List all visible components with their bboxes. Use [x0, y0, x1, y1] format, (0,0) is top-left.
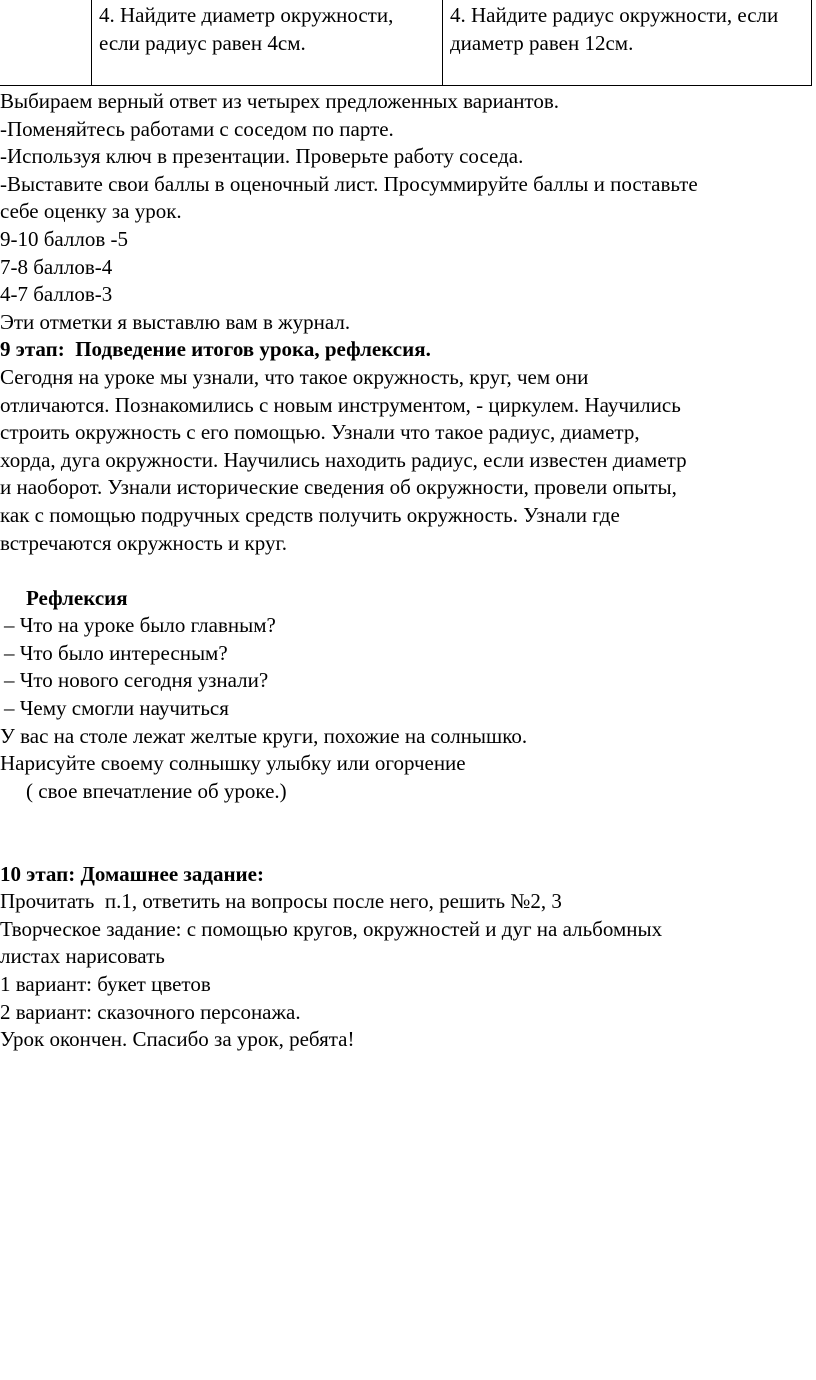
reflection-question: – Что на уроке было главным?	[4, 613, 276, 638]
summary-line: Сегодня на уроке мы узнали, что такое окружность, круг, чем они	[0, 364, 589, 389]
grading-line: 7-8 баллов-4	[0, 254, 113, 279]
closing-line: Урок окончен. Спасибо за урок, ребята!	[0, 1027, 355, 1052]
summary-line: как с помощью подручных средств получить окружность. Узнали где	[0, 502, 620, 527]
instruction-line: себе оценку за урок.	[0, 199, 182, 224]
summary-line: хорда, дуга окружности. Научились находить радиус, если известен диаметр	[0, 447, 687, 472]
stage-9-heading: 9 этап: Подведение итогов урока, рефлексия.	[0, 337, 431, 362]
instruction-line: -Используя ключ в презентации. Проверьте работу соседа.	[0, 144, 524, 169]
reflection-question: – Что нового сегодня узнали?	[4, 668, 269, 693]
instruction-line: -Поменяйтесь работами с соседом по парте.	[0, 116, 394, 141]
table-cell-variant-2: 4. Найдите радиус окружности, если диаметр равен 12см.	[443, 0, 812, 86]
table-cell-empty	[0, 0, 92, 86]
reflection-heading: Рефлексия	[26, 585, 128, 610]
reflection-question: – Чему смогли научиться	[4, 696, 229, 721]
grading-line: 9-10 баллов -5	[0, 226, 129, 251]
paragraph-line: Нарисуйте своему солнышку улыбку или огорчение	[0, 751, 466, 776]
task-table-row	[0, 0, 812, 86]
blank-lines	[0, 805, 816, 860]
summary-line: встречаются окружность и круг.	[0, 530, 287, 555]
homework-line: Прочитать п.1, ответить на вопросы после него, решить №2, 3	[0, 889, 562, 914]
paragraph-line: Эти отметки я выставлю вам в журнал.	[0, 309, 351, 334]
homework-line: 1 вариант: букет цветов	[0, 972, 211, 996]
document-body	[0, 88, 816, 1054]
instruction-line: -Выставите свои баллы в оценочный лист. Просуммируйте баллы и поставьте	[0, 171, 698, 196]
homework-line: листах нарисовать	[0, 944, 165, 969]
summary-line: и наоборот. Узнали исторические сведения об окружности, провели опыты,	[0, 475, 677, 500]
table-cell-variant-1: 4. Найдите диаметр окружности, если радиус равен 4см.	[92, 0, 443, 86]
summary-line: отличаются. Познакомились с новым инструментом, - циркулем. Научились	[0, 392, 681, 417]
blank-line	[0, 557, 816, 585]
paragraph-line: Выбираем верный ответ из четырех предложенных вариантов.	[0, 89, 559, 113]
task-table	[0, 0, 812, 86]
homework-line: Творческое задание: с помощью кругов, окружностей и дуг на альбомных	[0, 916, 663, 941]
stage-10-heading: 10 этап: Домашнее задание:	[0, 861, 264, 886]
reflection-question: – Что было интересным?	[4, 640, 228, 665]
grading-line: 4-7 баллов-3	[0, 282, 113, 307]
summary-line: строить окружность с его помощью. Узнали что такое радиус, диаметр,	[0, 420, 640, 445]
paragraph-line: ( свое впечатление об уроке.)	[26, 778, 287, 803]
homework-line: 2 вариант: сказочного персонажа.	[0, 999, 301, 1024]
paragraph-line: У вас на столе лежат желтые круги, похожие на солнышко.	[0, 723, 528, 748]
